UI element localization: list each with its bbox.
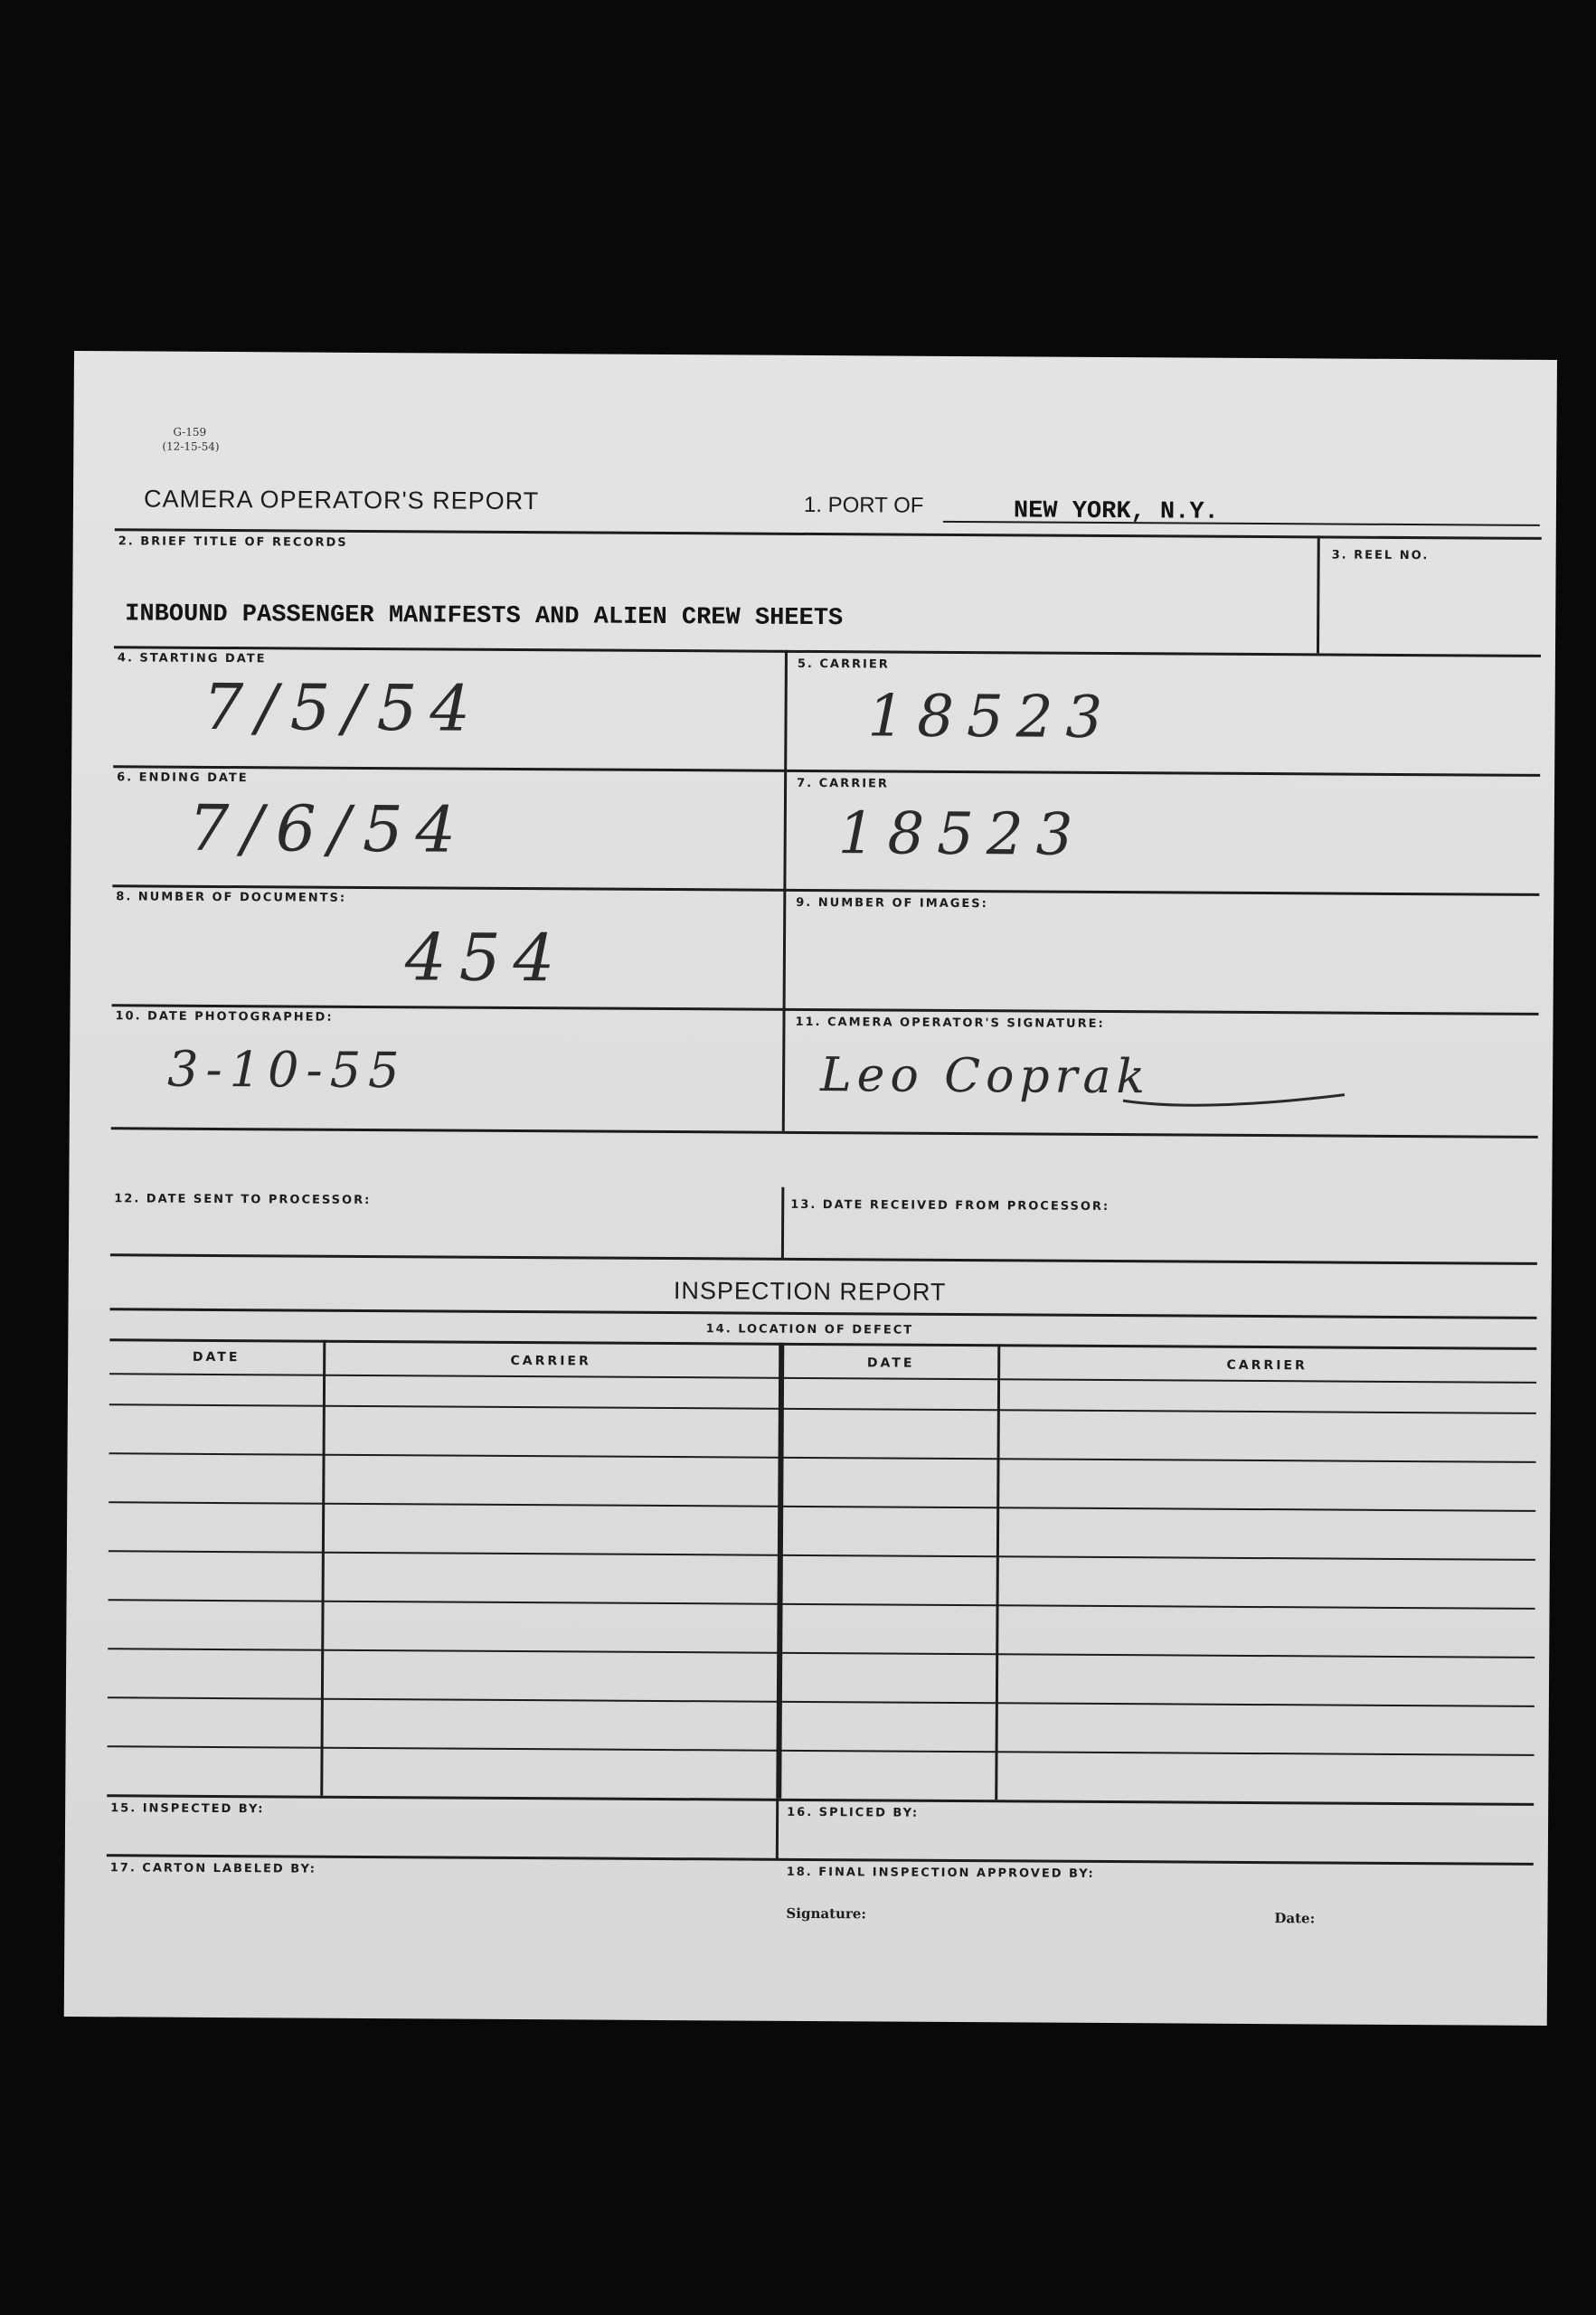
carton-labeled-by-label: 17. CARTON LABELED BY:: [109, 1861, 316, 1876]
rule-3: [113, 765, 1540, 777]
date-label: Date:: [1274, 1910, 1316, 1927]
signature-flourish: [1119, 1081, 1354, 1119]
brief-title-value: INBOUND PASSENGER MANIFESTS AND ALIEN CREW SHEETS: [125, 600, 844, 633]
inspection-title: INSPECTION REPORT: [673, 1277, 947, 1306]
rule-2: [114, 646, 1541, 657]
processor-divider: [781, 1187, 784, 1260]
location-of-defect-label: 14. LOCATION OF DEFECT: [705, 1322, 914, 1337]
port-value: NEW YORK, N.Y.: [1013, 497, 1219, 526]
starting-date-label: 4. STARTING DATE: [117, 651, 267, 666]
bottom-divider: [776, 1799, 779, 1860]
port-label: 1. PORT OF: [803, 492, 924, 518]
ending-date-value: 7/6/54: [188, 790, 469, 867]
col-header-date-2: DATE: [866, 1356, 915, 1371]
num-images-label: 9. NUMBER OF IMAGES:: [796, 895, 988, 912]
rule-7: [110, 1253, 1537, 1265]
ending-date-label: 6. ENDING DATE: [117, 770, 249, 786]
num-documents-value: 454: [404, 919, 568, 997]
operator-signature-value: Leo Coprak: [819, 1048, 1151, 1105]
reel-no-value: [1331, 575, 1530, 594]
col-header-date-1: DATE: [192, 1349, 241, 1365]
form-number: G-159: [173, 425, 207, 439]
signature-label: Signature:: [786, 1904, 866, 1923]
final-inspection-label: 18. FINAL INSPECTION APPROVED BY:: [786, 1865, 1095, 1881]
rule-8: [110, 1308, 1537, 1319]
date-sent-value: [123, 1217, 394, 1237]
date-received-label: 13. DATE RECEIVED FROM PROCESSOR:: [790, 1197, 1110, 1214]
starting-date-value: 7/5/54: [203, 669, 484, 746]
rule-bottom: [107, 1854, 1534, 1866]
date-photographed-value: 3-10-55: [166, 1040, 407, 1100]
date-sent-label: 12. DATE SENT TO PROCESSOR:: [114, 1192, 372, 1208]
carrier-5-label: 5. CARRIER: [797, 657, 890, 672]
operator-signature-label: 11. CAMERA OPERATOR'S SIGNATURE:: [795, 1015, 1105, 1031]
table-bottom-rule: [107, 1794, 1534, 1806]
table-divider-3: [995, 1344, 1000, 1800]
inspected-by-label: 15. INSPECTED BY:: [110, 1801, 265, 1817]
form-revision-date: (12-15-54): [162, 439, 220, 453]
rule-6: [111, 1127, 1538, 1139]
date-received-value: [801, 1222, 1072, 1242]
date-photographed-label: 10. DATE PHOTOGRAPHED:: [115, 1009, 334, 1025]
brief-title-label: 2. BRIEF TITLE OF RECORDS: [118, 534, 348, 550]
carrier-7-value: 18523: [837, 800, 1086, 869]
reel-divider: [1317, 535, 1320, 653]
table-divider-1: [320, 1340, 326, 1796]
num-documents-label: 8. NUMBER OF DOCUMENTS:: [116, 890, 347, 905]
report-sheet: [64, 351, 1557, 2026]
spliced-by-label: 16. SPLICED BY:: [787, 1805, 920, 1820]
form-title: CAMERA OPERATOR'S REPORT: [143, 485, 540, 515]
num-images-value: [839, 934, 1110, 954]
reel-no-label: 3. REEL NO.: [1331, 548, 1430, 563]
carrier-5-value: 18523: [867, 683, 1116, 752]
col-header-carrier-1: CARRIER: [510, 1353, 591, 1369]
table-divider-center: [776, 1343, 784, 1799]
carrier-7-label: 7. CARRIER: [797, 776, 889, 791]
col-header-carrier-2: CARRIER: [1226, 1357, 1308, 1374]
